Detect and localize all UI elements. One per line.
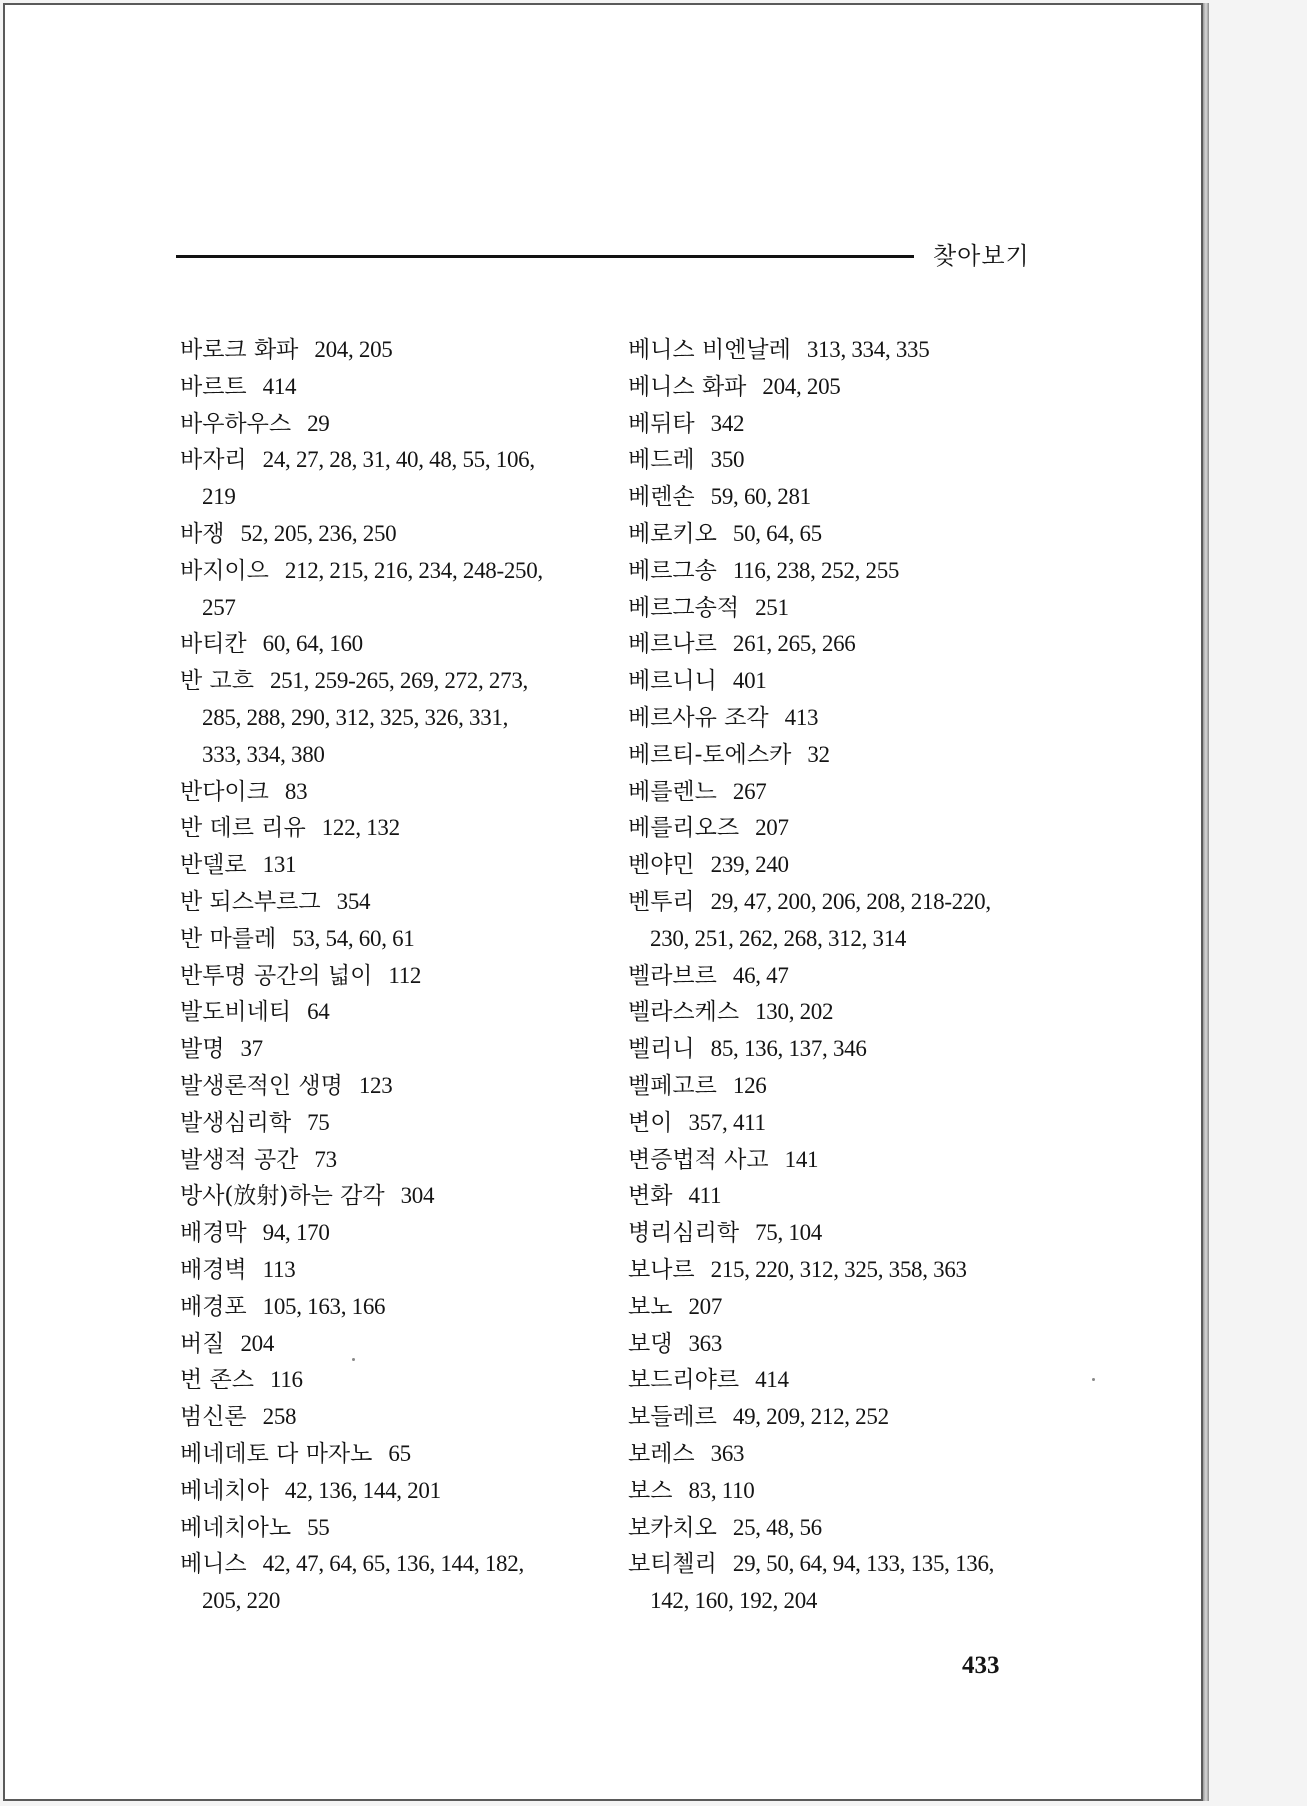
index-page-refs: 212, 215, 216, 234, 248-250, [284,557,543,583]
index-page-refs: 25, 48, 56 [732,1514,822,1540]
index-term: 배경벽 [180,1256,247,1283]
index-page-refs: 261, 265, 266 [732,631,856,657]
index-term: 발생적 공간 [180,1146,299,1173]
index-page-refs: 414 [262,373,297,399]
index-term: 바로크 화파 [180,337,299,363]
index-entry-line [628,847,1048,884]
index-entry-line [180,774,600,811]
index-entry-line [628,1105,1048,1142]
index-entry [180,847,600,884]
index-page-refs: 267 [732,778,767,804]
index-page-refs: 363 [710,1440,745,1466]
index-term: 발생심리학 [180,1109,292,1136]
index-entry [628,479,1048,516]
index-page-refs: 205, 220 [202,1588,281,1614]
index-term: 베르그송 [628,557,717,584]
index-entry [628,884,1048,958]
index-term: 벨페고르 [628,1072,717,1099]
index-entry-line [628,479,1048,516]
index-entry [628,1510,1048,1547]
index-term: 발명 [180,1036,225,1063]
index-entry-line [180,958,600,995]
index-page-refs: 116 [269,1367,303,1393]
index-entry-line [628,516,1048,553]
index-entry-line [180,1546,600,1583]
index-entry [180,553,600,627]
index-page-refs: 42, 136, 144, 201 [284,1477,441,1503]
index-page-refs: 112 [388,962,422,988]
index-entry-line [628,590,1048,627]
index-term: 베뒤타 [628,410,695,437]
index-page-refs: 59, 60, 281 [710,484,811,510]
index-term: 보댕 [628,1330,673,1357]
index-entry-continuation [180,1583,600,1620]
index-entry-line [628,1473,1048,1510]
index-term: 반 되스부르그 [180,888,321,915]
index-page-refs: 123 [358,1072,393,1098]
index-entry [180,1436,600,1473]
index-entry [628,663,1048,700]
index-page-refs: 251, 259-265, 269, 272, 273, [269,668,528,694]
index-entry [628,1215,1048,1252]
index-term: 보레스 [628,1440,695,1467]
index-entry [180,1142,600,1179]
index-page-refs: 24, 27, 28, 31, 40, 48, 55, 106, [262,447,535,473]
index-entry [180,1473,600,1510]
index-page-refs: 29 [307,410,330,436]
index-term: 베를렌느 [628,778,717,805]
index-page-refs: 32 [807,741,830,767]
index-entry [628,810,1048,847]
index-entry [628,1289,1048,1326]
index-term: 변화 [628,1183,673,1210]
index-term: 베드레 [628,447,695,474]
index-entry [180,516,600,553]
index-entry-line [628,1510,1048,1547]
index-term: 변증법적 사고 [628,1146,769,1173]
index-page-refs: 363 [688,1330,723,1356]
index-entry-line [628,884,1048,921]
index-entry-line [628,626,1048,663]
index-entry [180,1326,600,1363]
index-entry [180,406,600,443]
index-entry [628,847,1048,884]
running-header: 찾아보기 [933,242,1030,270]
index-entry-line [180,1510,600,1547]
index-entry [628,590,1048,627]
index-entry-continuation [628,921,1048,958]
index-page-refs: 257 [202,594,236,620]
index-entry-line [180,1399,600,1436]
page-number: 433 [962,1652,1000,1679]
index-term: 범신론 [180,1404,247,1431]
index-entry-line [628,958,1048,995]
index-page-refs: 141 [784,1146,819,1172]
index-page-refs: 285, 288, 290, 312, 325, 326, 331, [202,704,509,730]
index-entry [628,1142,1048,1179]
index-term: 벨리니 [628,1036,695,1063]
index-entry-continuation [180,590,600,627]
index-term: 보스 [628,1477,673,1504]
index-page-refs: 411 [688,1183,722,1209]
index-term: 반 데르 리유 [180,815,306,842]
index-page-refs: 49, 209, 212, 252 [732,1404,889,1430]
index-entry-continuation [180,737,600,774]
index-entry [180,1215,600,1252]
index-entry-continuation [180,700,600,737]
index-page-refs: 64 [307,999,330,1025]
index-page-refs: 350 [710,447,745,473]
index-term: 벨라브르 [628,962,717,989]
index-term: 버질 [180,1330,225,1357]
index-page-refs: 219 [202,484,236,510]
index-term: 바티칸 [180,631,247,658]
index-page-refs: 46, 47 [732,962,789,988]
index-entry [628,1362,1048,1399]
index-entry [628,332,1048,369]
index-term: 반델로 [180,852,247,879]
index-term: 베네치아노 [180,1514,292,1541]
index-page-refs: 29, 50, 64, 94, 133, 135, 136, [732,1551,995,1577]
index-entry-line [628,774,1048,811]
index-page-refs: 116, 238, 252, 255 [732,557,900,583]
index-entry-line [180,1068,600,1105]
index-entry-line [180,1215,600,1252]
index-page-refs: 204, 205 [762,373,841,399]
index-term: 베렌손 [628,484,695,511]
index-entry [180,774,600,811]
index-entry-line [180,553,600,590]
index-entry-line [180,921,600,958]
index-term: 발생론적인 생명 [180,1072,343,1099]
index-entry-line [628,1252,1048,1289]
index-term: 바지이으 [180,557,269,584]
index-entry-line [628,663,1048,700]
index-term: 보카치오 [628,1514,717,1541]
index-entry [628,1252,1048,1289]
index-page-refs: 215, 220, 312, 325, 358, 363 [710,1256,967,1282]
index-entry-line [180,1105,600,1142]
index-term: 반투명 공간의 넓이 [180,962,373,989]
index-entry [180,663,600,773]
index-page-refs: 401 [732,668,767,694]
index-page-refs: 60, 64, 160 [262,631,363,657]
index-page-refs: 333, 334, 380 [202,741,325,767]
index-term: 방사(放射)하는 감각 [180,1183,385,1210]
index-entry-line [180,1252,600,1289]
index-entry [628,994,1048,1031]
index-page-refs: 251 [755,594,789,620]
index-page-refs: 75, 104 [755,1220,822,1246]
index-entry [628,1178,1048,1215]
index-page-refs: 52, 205, 236, 250 [240,520,397,546]
index-entry [628,1105,1048,1142]
index-term: 반 고흐 [180,668,254,695]
index-page-refs: 313, 334, 335 [806,337,930,362]
index-entry [628,1031,1048,1068]
index-term: 배경포 [180,1293,247,1320]
index-entry [180,1252,600,1289]
index-entry-line [628,1031,1048,1068]
index-entry [180,1068,600,1105]
index-entry [628,553,1048,590]
index-page-refs: 413 [784,704,819,730]
index-term: 변이 [628,1109,673,1136]
index-entry [628,1473,1048,1510]
index-page-refs: 204, 205 [314,337,393,362]
index-page-refs: 414 [755,1367,789,1393]
index-entry [628,1436,1048,1473]
index-entry-line [628,442,1048,479]
index-term: 보노 [628,1293,673,1320]
speck [352,1358,355,1361]
index-entry-line [628,1142,1048,1179]
index-entry [180,1031,600,1068]
index-entry-line [180,406,600,443]
index-entry-line [180,847,600,884]
index-term: 베로키오 [628,520,717,547]
index-term: 벤야민 [628,852,695,879]
index-entry [180,810,600,847]
index-entry-line [628,1289,1048,1326]
index-term: 베르티-토에스카 [628,741,792,768]
header-rule [176,255,914,258]
index-term: 배경막 [180,1220,247,1247]
index-entry-line [180,1473,600,1510]
index-page-refs: 230, 251, 262, 268, 312, 314 [650,925,907,951]
index-entry-line [180,1031,600,1068]
index-entry [180,1510,600,1547]
index-entry-line [180,663,600,700]
index-term: 베르니니 [628,668,717,695]
index-term: 베니스 [180,1551,247,1578]
index-entry [628,406,1048,443]
index-entry-line [628,1326,1048,1363]
index-page-refs: 258 [262,1404,297,1430]
index-entry-line [180,369,600,406]
index-entry-line [180,1326,600,1363]
index-term: 번 존스 [180,1367,254,1394]
index-entry-line [180,884,600,921]
index-page-refs: 53, 54, 60, 61 [292,925,415,951]
index-entry [180,1546,600,1620]
index-page-refs: 122, 132 [321,815,400,841]
index-entry [180,369,600,406]
index-term: 벨라스케스 [628,999,740,1026]
index-entry-line [628,1178,1048,1215]
index-entry [628,737,1048,774]
index-entry-continuation [628,1583,1048,1620]
index-term: 바우하우스 [180,410,292,437]
index-entry-line [180,994,600,1031]
index-entry-line [628,1436,1048,1473]
index-entry [180,884,600,921]
index-entry [180,1362,600,1399]
index-column-right [628,332,1048,1620]
index-term: 보나르 [628,1256,695,1283]
index-term: 반다이크 [180,778,269,805]
index-entry [628,958,1048,995]
index-term: 베르사유 조각 [628,704,769,731]
index-entry [628,1399,1048,1436]
index-entry [628,700,1048,737]
index-term: 바르트 [180,373,247,400]
index-entry-line [628,369,1048,406]
speck [1092,1378,1095,1381]
index-page-refs: 42, 47, 64, 65, 136, 144, 182, [262,1551,524,1577]
index-entry-continuation [180,479,600,516]
index-term: 베니스 화파 [628,373,747,400]
index-entry-line [628,1215,1048,1252]
index-page-refs: 83, 110 [688,1477,755,1503]
index-term: 베르나르 [628,631,717,658]
index-entry [180,1178,600,1215]
index-page-refs: 113 [262,1256,296,1282]
index-entry [180,994,600,1031]
index-term: 베네데토 다 마자노 [180,1440,373,1467]
index-term: 바쟁 [180,520,225,547]
index-term: 발도비네티 [180,999,292,1026]
index-page-refs: 83 [284,778,308,804]
index-page-refs: 207 [755,815,789,841]
index-entry-line [180,332,600,369]
index-page-refs: 85, 136, 137, 346 [710,1036,867,1062]
index-entry-line [628,1399,1048,1436]
index-entry-line [180,442,600,479]
index-page-refs: 94, 170 [262,1220,330,1246]
index-entry [628,369,1048,406]
index-entry [628,1068,1048,1105]
index-entry-line [180,516,600,553]
index-entry-line [180,1436,600,1473]
index-page-refs: 126 [732,1072,767,1098]
index-page-refs: 142, 160, 192, 204 [650,1588,818,1614]
index-term: 베를리오즈 [628,815,740,842]
index-entry [628,516,1048,553]
index-entry-line [628,1362,1048,1399]
index-entry [180,958,600,995]
index-page-refs: 29, 47, 200, 206, 208, 218-220, [710,888,991,914]
index-column-left [180,332,600,1620]
index-term: 보티첼리 [628,1551,717,1578]
index-page-refs: 50, 64, 65 [732,520,822,546]
index-entry [628,442,1048,479]
index-page-refs: 304 [400,1183,435,1209]
index-entry-line [180,626,600,663]
index-entry-line [628,406,1048,443]
index-page-refs: 131 [262,852,297,878]
index-entry-line [180,810,600,847]
index-page-refs: 65 [388,1440,411,1466]
index-page-refs: 75 [307,1109,330,1135]
index-term: 베르그송적 [628,594,740,621]
index-page-refs: 204 [240,1330,275,1356]
index-entry-line [180,1362,600,1399]
index-page-refs: 354 [336,888,371,914]
index-entry-line [180,1289,600,1326]
index-entry-line [628,553,1048,590]
index-page-refs: 357, 411 [688,1109,766,1135]
index-entry [628,1546,1048,1620]
index-page-refs: 207 [688,1293,723,1319]
index-entry [180,1399,600,1436]
index-entry [180,1289,600,1326]
index-entry [628,774,1048,811]
index-page-refs: 342 [710,410,745,436]
index-entry-line [628,700,1048,737]
index-page-refs: 55 [307,1514,330,1540]
index-entry-line [628,810,1048,847]
index-term: 보드리야르 [628,1367,740,1394]
index-entry-line [180,1142,600,1179]
index-entry [180,442,600,516]
index-page-refs: 73 [314,1146,337,1172]
index-entry [180,332,600,369]
index-term: 반 마를레 [180,925,277,952]
page-edge [1203,3,1209,1801]
index-entry-line [628,1546,1048,1583]
index-term: 베니스 비엔날레 [628,337,791,363]
index-entry-line [180,1178,600,1215]
index-entry-line [628,994,1048,1031]
index-page-refs: 105, 163, 166 [262,1293,386,1319]
index-entry-line [628,1068,1048,1105]
index-entry [180,626,600,663]
index-term: 베네치아 [180,1477,269,1504]
index-term: 벤투리 [628,888,695,915]
index-entry-line [628,332,1048,369]
index-entry [180,921,600,958]
index-term: 보들레르 [628,1404,717,1431]
index-term: 병리심리학 [628,1220,740,1247]
index-entry [180,1105,600,1142]
index-entry [628,626,1048,663]
index-entry-line [628,737,1048,774]
index-entry [628,1326,1048,1363]
index-page-refs: 239, 240 [710,852,789,878]
index-page-refs: 37 [240,1036,263,1062]
index-term: 바자리 [180,447,247,474]
index-page-refs: 130, 202 [755,999,834,1025]
